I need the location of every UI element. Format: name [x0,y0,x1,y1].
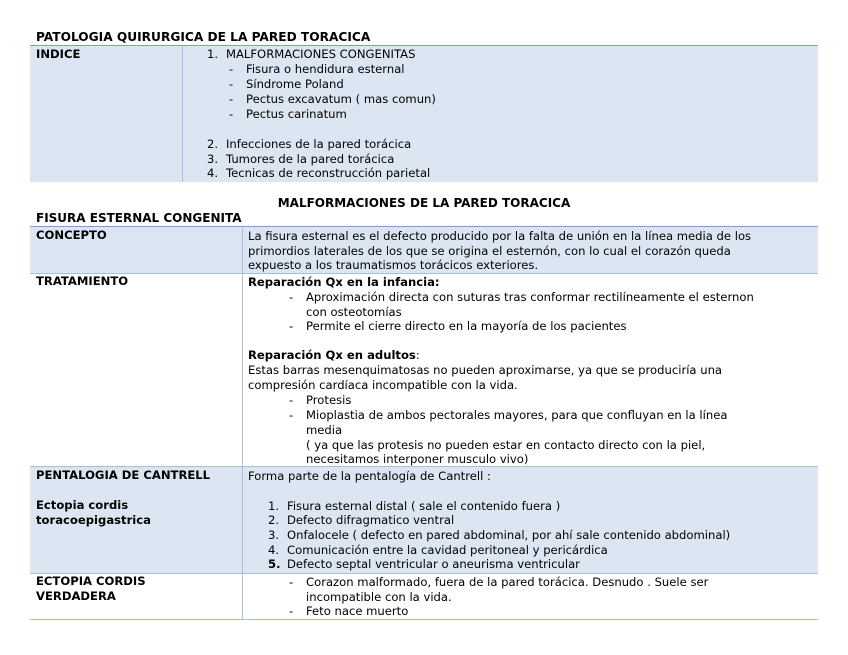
concepto-label: CONCEPTO [36,228,107,242]
infancia-bullet: Permite el cierre directo en la mayoría de los pacientes [306,319,627,333]
ectopia-label: VERDADERA [36,589,116,603]
cantrell-num: 2. [268,513,280,527]
indice-item: Tumores de la pared torácica [226,152,395,166]
infancia-bullet: Aproximación directa con suturas tras conformar rectilíneamente el esternon [306,290,754,304]
concepto-top-rule [30,226,818,227]
indice-label: INDICE [36,47,81,61]
cantrell-sublabel: toracoepigastrica [36,513,151,527]
infancia-bullet-cont: con osteotomías [306,305,402,319]
concepto-text: expuesto a los traumatismos torácicos exteriores. [248,258,539,272]
ectopia-top-rule [30,573,818,574]
cantrell-sublabel: Ectopia cordis [36,498,129,512]
section-title: MALFORMACIONES DE LA PARED TORACICA [277,196,571,210]
cantrell-item: Defecto difragmatico ventral [287,513,455,527]
indice-sub-dash: - [229,62,234,76]
indice-divider [182,46,183,182]
adultos-bullet: Protesis [306,393,352,407]
cantrell-label: PENTALOGIA DE CANTRELL [36,468,211,482]
infancia-heading: Reparación Qx en la infancia: [248,275,440,289]
adultos-heading-wrap [248,348,420,362]
indice-top-rule [30,45,818,46]
table-bottom-rule [30,619,818,620]
adultos-bullet: Mioplastia de ambos pectorales mayores, para que confluyan en la línea [306,408,728,422]
tratamiento-top-rule [30,273,818,274]
adultos-colon: : [415,348,420,362]
ectopia-bullet: Feto nace muerto [306,604,409,618]
indice-item1: MALFORMACIONES CONGENITAS [226,47,416,61]
cantrell-num: 4. [268,543,280,557]
indice-item-num: 3. [207,152,219,166]
cantrell-num: 5. [268,557,281,571]
bullet-dash: - [289,290,294,304]
cantrell-intro: Forma parte de la pentalogía de Cantrell : [248,469,491,483]
cantrell-item: Fisura esternal distal ( sale el contenido fuera ) [287,499,561,513]
adultos-bullet-cont: necesitamos interponer musculo vivo) [306,452,529,466]
indice-sub-item: Fisura o hendidura esternal [246,62,405,76]
indice-sub-dash: - [229,92,234,106]
indice-item1-num: 1. [207,47,219,61]
indice-sub-dash: - [229,107,234,121]
tratamiento-label: TRATAMIENTO [36,274,129,288]
subsection-title: FISURA ESTERNAL CONGENITA [36,211,242,225]
indice-sub-item: Síndrome Poland [246,77,344,91]
bullet-dash: - [289,575,294,589]
indice-sub-item: Pectus excavatum ( mas comun) [246,92,436,106]
cantrell-top-rule [30,466,818,467]
page-title: PATOLOGIA QUIRURGICA DE LA PARED TORACICA [36,30,371,44]
indice-item-num: 2. [207,137,219,151]
cantrell-item: Defecto septal ventricular o aneurisma ventricular [287,557,580,571]
ectopia-bullet-cont: incompatible con la vida. [306,590,452,604]
adultos-text: Estas barras mesenquimatosas no pueden aproximarse, ya que se produciría una [248,363,723,377]
concepto-text: primordios laterales de los que se origina el esternón, con lo cual el corazón queda [248,244,731,258]
bullet-dash: - [289,393,294,407]
ectopia-label: ECTOPIA CORDIS [36,574,146,588]
adultos-text: compresión cardíaca incompatible con la vida. [248,378,518,392]
bullet-dash: - [289,604,294,618]
concepto-text: La fisura esternal es el defecto producido por la falta de unión en la línea media de los [248,229,752,243]
adultos-bullet-cont: ( ya que las protesis no pueden estar en contacto directo con la piel, [306,438,706,452]
indice-sub-item: Pectus carinatum [246,107,347,121]
indice-item: Infecciones de la pared torácica [226,137,412,151]
cantrell-num: 3. [268,528,280,542]
adultos-heading: Reparación Qx en adultos [248,348,416,362]
ectopia-bullet: Corazon malformado, fuera de la pared torácica. Desnudo . Suele ser [306,575,709,589]
indice-band [30,46,818,182]
indice-item-num: 4. [207,166,219,180]
cantrell-num: 1. [268,499,280,513]
indice-sub-dash: - [229,77,234,91]
bullet-dash: - [289,319,294,333]
cantrell-item: Onfalocele ( defecto en pared abdominal, por ahí sale contenido abdominal) [287,528,731,542]
adultos-bullet-cont: media [306,423,343,437]
cantrell-item: Comunicación entre la cavidad peritoneal y pericárdica [287,543,608,557]
indice-item: Tecnicas de reconstrucción parietal [226,166,431,180]
bullet-dash: - [289,408,294,422]
main-divider-over-band [242,467,243,573]
